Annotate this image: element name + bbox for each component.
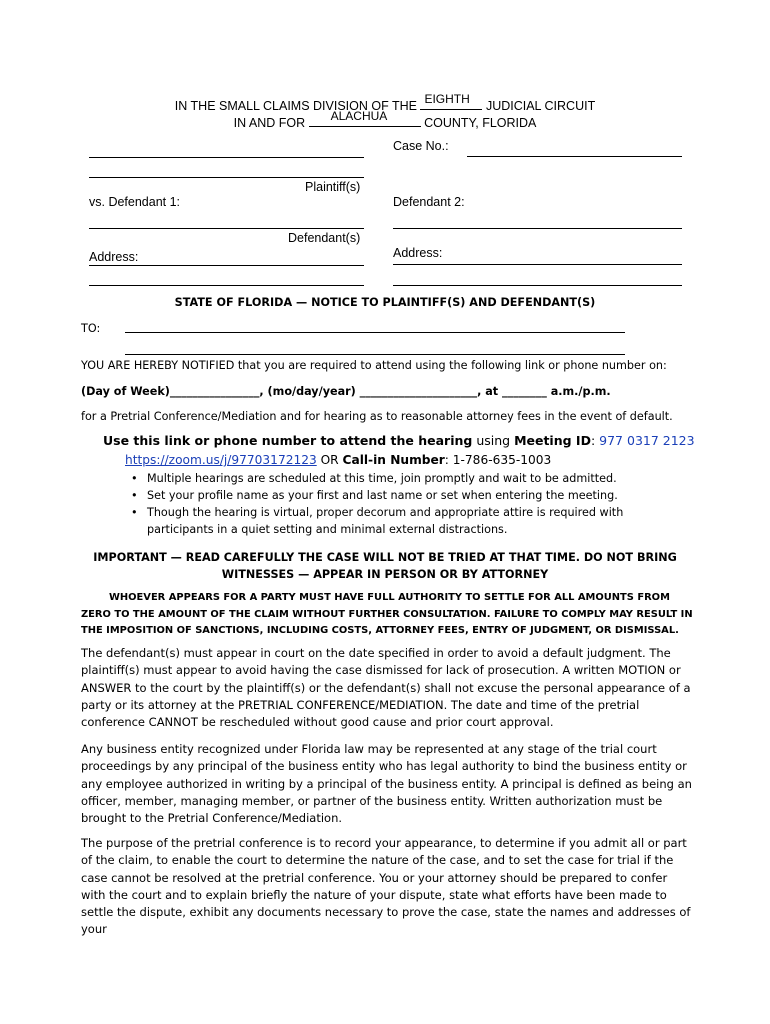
schedule-line: (Day of Week)________________, (mo/day/year) _____________________, at ________ a.m./p.m. — [81, 385, 611, 398]
address-right-label: Address: — [393, 246, 443, 260]
header-line-2 — [0, 109, 770, 130]
header-line2-suffix: COUNTY, FLORIDA — [424, 116, 537, 130]
meeting-bullets — [125, 470, 645, 538]
paragraph-purpose: The purpose of the pretrial conference is to record your appearance, to determine if you admit all or part of the claim, to enable the court to determine the nature of the case, and to set the case for trial if the case cannot be resolved at the pretrial conference. You or your attorney should be prepared to confer with the court and to explain briefly the nature of your dispute, state what efforts have been made to settle the dispute, exhibit any documents necessary to prove the case, state the names and addresses of your — [81, 836, 691, 937]
to-label: TO: — [81, 322, 101, 335]
defendants-label: Defendant(s) — [288, 231, 361, 245]
paragraph-appearance: The defendant(s) must appear in court on the date specified in order to avoid a default judgment. The plaintiff(s) must appear to avoid having the case dismissed for lack of prosecution. A written MOTION or ANSWER to the court by the plaintiff(s) or the defendant(s) shall not excuse the personal appearance of a party or its attorney at the PRETRIAL CONFERENCE/MEDIATION. The date and time of the pretrial conference CANNOT be rescheduled without good cause and prior court approval. — [81, 646, 691, 730]
circuit-field[interactable]: EIGHTH — [424, 92, 470, 106]
important-line-2: WITNESSES — APPEAR IN PERSON OR BY ATTORNEY — [221, 568, 549, 581]
bullet-item: • Set your profile name as your first and last name or set when entering the meeting. — [125, 487, 645, 504]
meeting-id-label: Meeting ID — [514, 433, 591, 448]
paragraph-business-entity: Any business entity recognized under Florida law may be represented at any stage of the trial court proceedings by any principal of the business entity who has legal authority to bind the business entity or any employee authorized in writing by a principal of the business entity. A principal is defined as being an officer, member, managing member, or partner of the business entity. Written authorization must be brought to the Pretrial Conference/Mediation. — [81, 742, 692, 826]
plaintiff-name-field-2[interactable] — [89, 177, 364, 178]
header-line1-suffix: JUDICIAL CIRCUIT — [485, 99, 596, 113]
defendant1-name-field[interactable] — [89, 228, 364, 229]
to-field-2[interactable] — [125, 354, 625, 355]
meeting-id-colon: : — [590, 433, 596, 448]
bullet-item: • Though the hearing is virtual, proper decorum and appropriate attire is required with participants in a quiet setting and minimal external distractions. — [125, 504, 645, 538]
plaintiffs-label: Plaintiff(s) — [305, 180, 361, 194]
meeting-intro — [103, 433, 695, 448]
header-line1-prefix: IN THE SMALL CLAIMS DIVISION OF THE — [174, 99, 417, 113]
case-no-label: Case No.: — [393, 139, 449, 153]
purpose-text: for a Pretrial Conference/Mediation and for hearing as to reasonable attorney fees in the event of default. — [81, 410, 673, 423]
meeting-link-line — [125, 453, 551, 467]
notice-title: STATE OF FLORIDA — NOTICE TO PLAINTIFF(S) AND DEFENDANT(S) — [174, 296, 596, 309]
meeting-id-value: 977 0317 2123 — [599, 433, 695, 448]
address-right-field-2[interactable] — [393, 285, 682, 286]
defendant2-name-field[interactable] — [393, 228, 682, 229]
address-left-label: Address: — [89, 250, 139, 264]
important-line-1: IMPORTANT — READ CAREFULLY THE CASE WILL NOT BE TRIED AT THAT TIME. DO NOT BRING — [93, 551, 677, 564]
callin-colon: : — [444, 453, 449, 467]
whoever-warning: WHOEVER APPEARS FOR A PARTY MUST HAVE FULL AUTHORITY TO SETTLE FOR ALL AMOUNTS FROM ZERO TO THE AMOUNT OF THE CLAIM WITHOUT FURTHER CONSULTATION. FAILURE TO COMPLY MAY RESULT IN THE IMPOSITION OF SANCTIONS, INCLUDING COSTS, ATTORNEY FEES, ENTRY OF JUDGMENT, OR DISMISSAL. — [81, 592, 693, 636]
county-field[interactable]: ALACHUA — [330, 109, 388, 123]
case-no-field[interactable] — [467, 156, 682, 157]
address-right-field-1[interactable] — [393, 264, 682, 265]
callin-number: 1-786-635-1003 — [452, 453, 552, 467]
address-left-field-2[interactable] — [89, 285, 364, 286]
meeting-using: using — [476, 433, 511, 448]
notified-text: YOU ARE HEREBY NOTIFIED that you are required to attend using the following link or phone number on: — [81, 359, 667, 372]
vs-defendant1-label: vs. Defendant 1: — [89, 195, 181, 209]
callin-label: Call-in Number — [342, 453, 445, 467]
defendant2-label: Defendant 2: — [393, 195, 465, 209]
zoom-link[interactable]: https://zoom.us/j/97703172123 — [125, 453, 317, 467]
plaintiff-name-field-1[interactable] — [89, 157, 364, 158]
address-left-field-1[interactable] — [89, 265, 364, 266]
header-line2-prefix: IN AND FOR — [233, 116, 306, 130]
meeting-or: OR — [320, 453, 339, 467]
meeting-intro-bold: Use this link or phone number to attend the hearing — [103, 433, 473, 448]
to-field-1[interactable] — [125, 332, 625, 333]
bullet-item: • Multiple hearings are scheduled at this time, join promptly and wait to be admitted. — [125, 470, 645, 487]
